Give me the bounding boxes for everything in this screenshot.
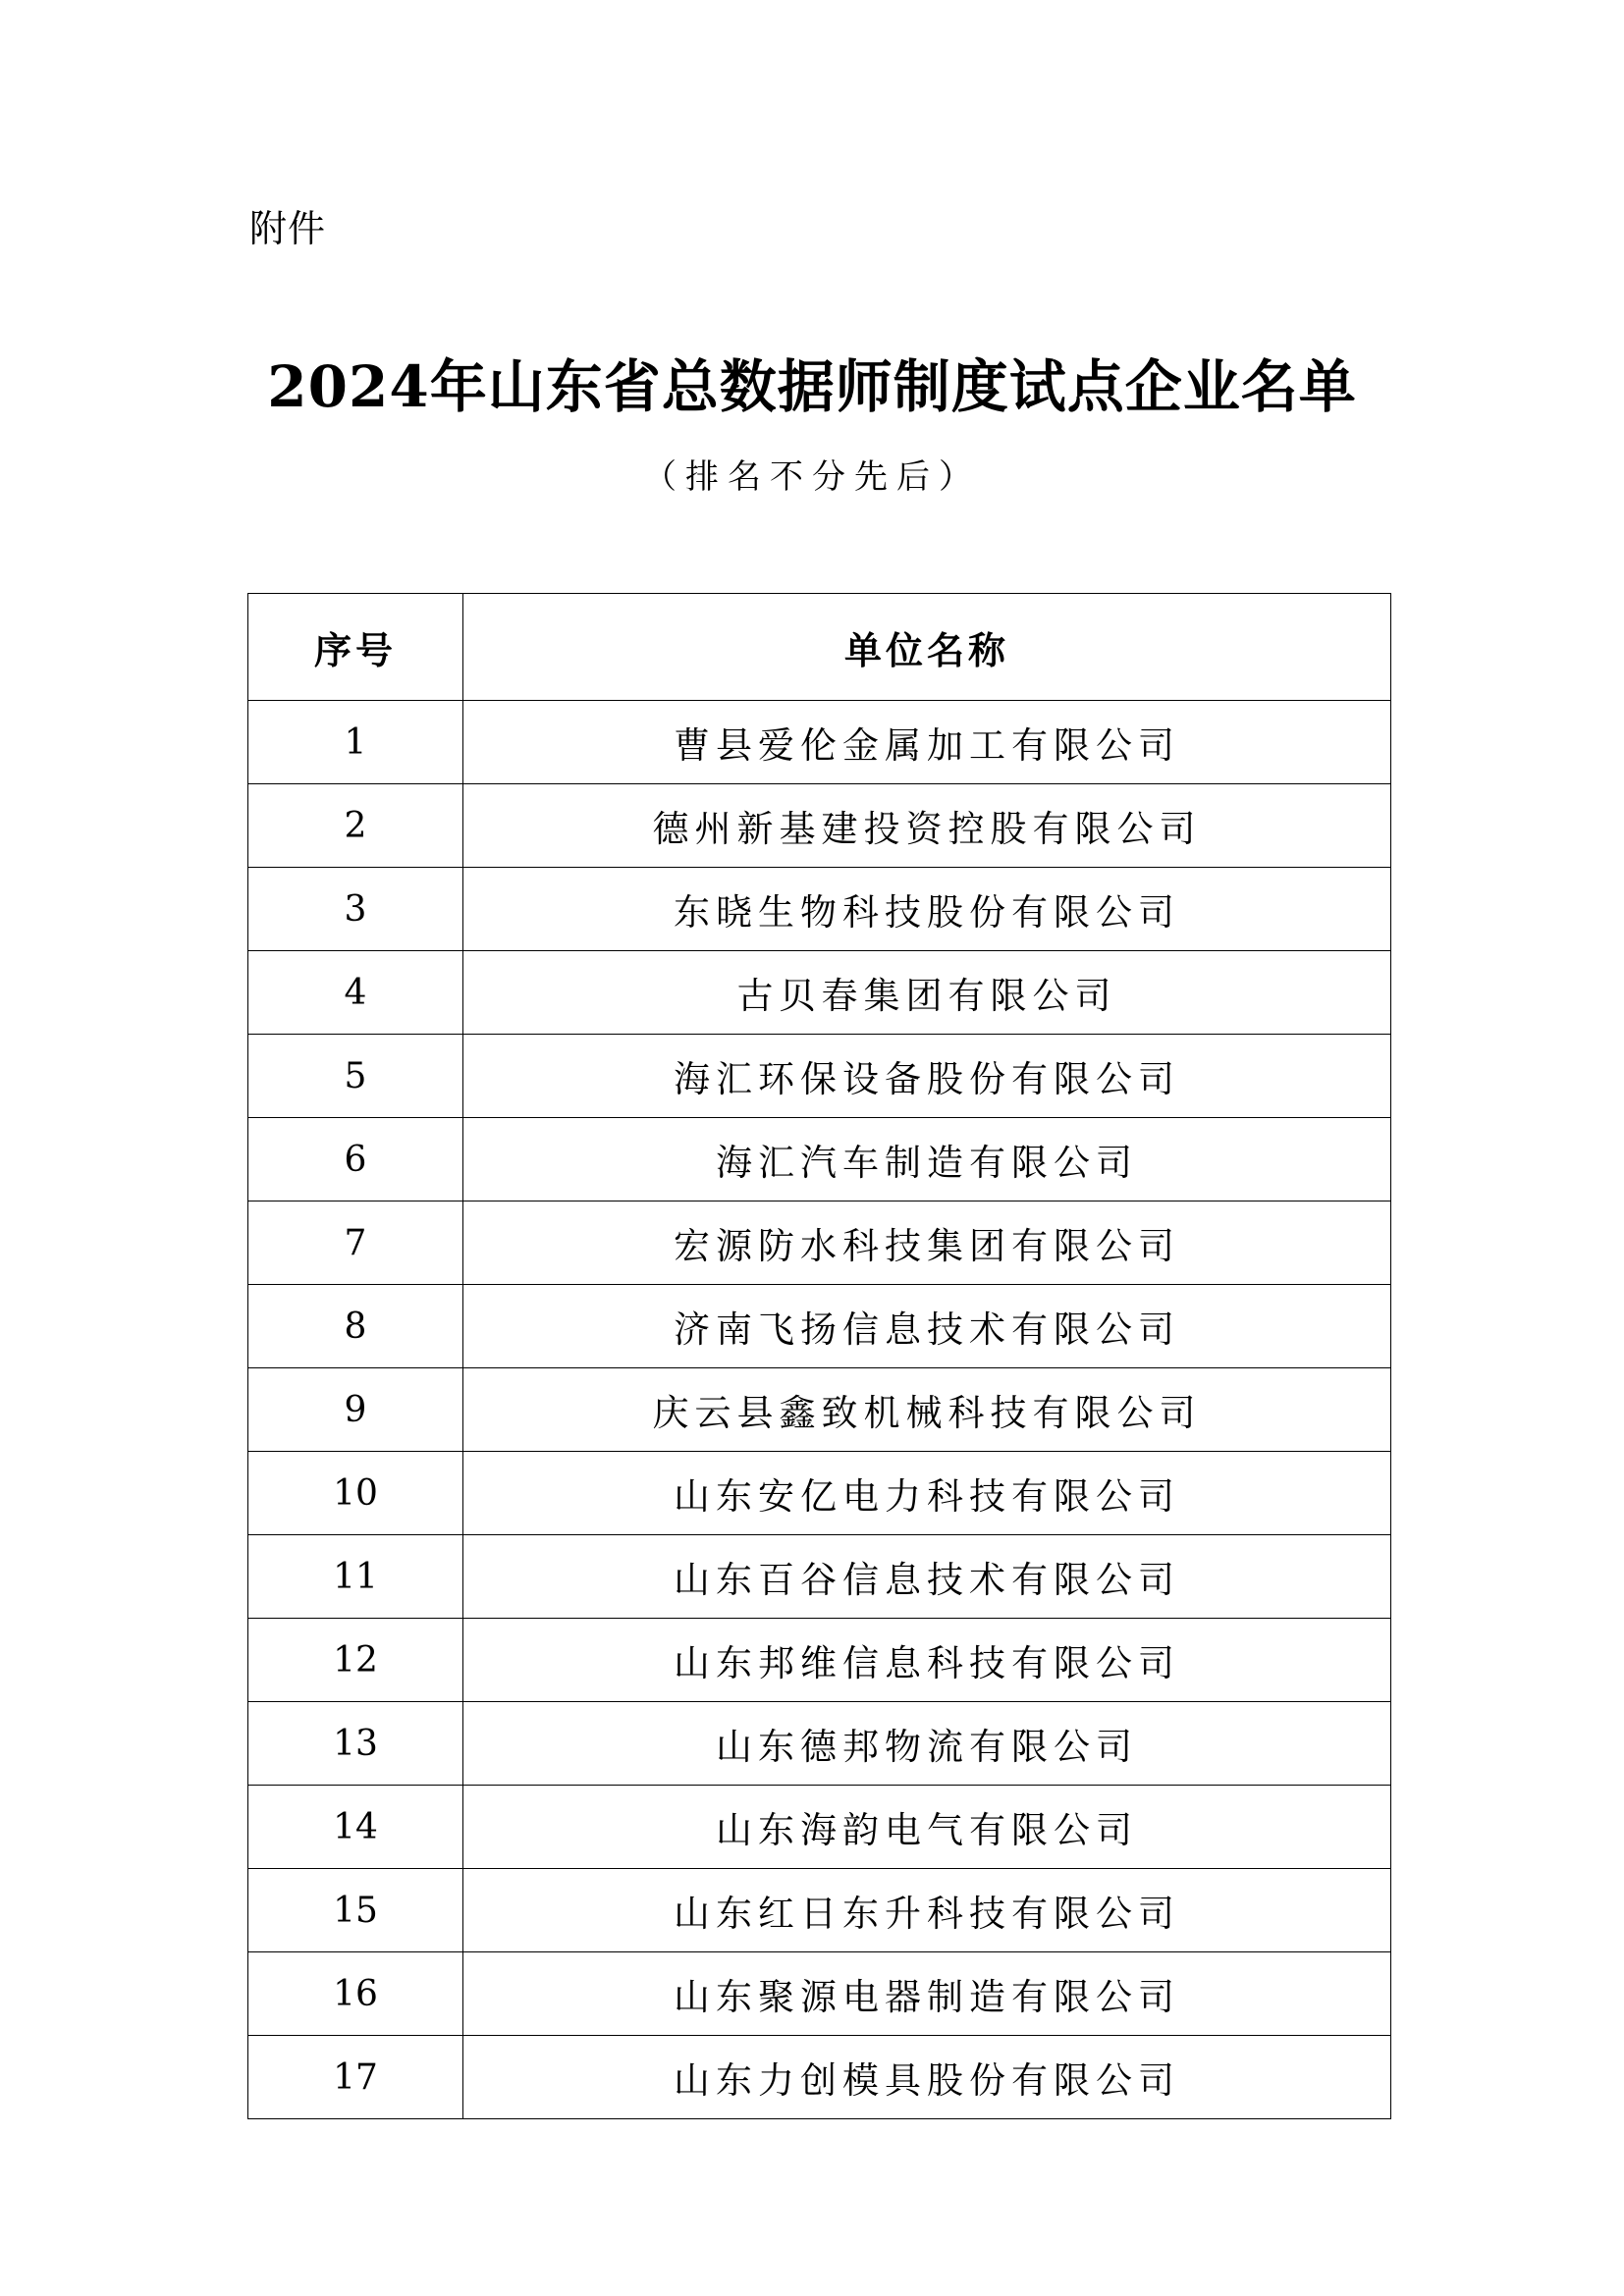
row-index: 4 <box>248 951 463 1035</box>
row-company-name: 德州新基建投资控股有限公司 <box>463 784 1391 868</box>
row-company-name: 山东百谷信息技术有限公司 <box>463 1535 1391 1619</box>
row-index: 13 <box>248 1702 463 1786</box>
row-company-name: 山东海韵电气有限公司 <box>463 1786 1391 1869</box>
table-row <box>248 951 1391 1035</box>
row-index: 11 <box>248 1535 463 1619</box>
row-company-name: 庆云县鑫致机械科技有限公司 <box>463 1368 1391 1452</box>
row-index: 6 <box>248 1118 463 1201</box>
row-index: 14 <box>248 1786 463 1869</box>
table-row <box>248 1952 1391 2036</box>
row-company-name: 海汇汽车制造有限公司 <box>463 1118 1391 1201</box>
row-index: 3 <box>248 868 463 951</box>
table-row <box>248 1786 1391 1869</box>
row-company-name: 古贝春集团有限公司 <box>463 951 1391 1035</box>
table-row <box>248 868 1391 951</box>
row-company-name: 山东德邦物流有限公司 <box>463 1702 1391 1786</box>
row-company-name: 山东邦维信息科技有限公司 <box>463 1619 1391 1702</box>
document-subtitle: （排名不分先后） <box>643 457 981 497</box>
document-title: 2024年山东省总数据师制度试点企业名单 <box>267 353 1357 420</box>
table-row <box>248 2036 1391 2119</box>
row-company-name: 济南飞扬信息技术有限公司 <box>463 1285 1391 1368</box>
row-company-name: 东晓生物科技股份有限公司 <box>463 868 1391 951</box>
table-row <box>248 1452 1391 1535</box>
table-row <box>248 1035 1391 1118</box>
table-row <box>248 1535 1391 1619</box>
header-index: 序号 <box>248 594 463 701</box>
row-company-name: 山东红日东升科技有限公司 <box>463 1869 1391 1952</box>
attachment-label: 附件 <box>249 207 327 250</box>
company-table <box>247 593 1391 2119</box>
row-index: 1 <box>248 701 463 784</box>
row-company-name: 宏源防水科技集团有限公司 <box>463 1201 1391 1285</box>
row-company-name: 山东安亿电力科技有限公司 <box>463 1452 1391 1535</box>
row-index: 17 <box>248 2036 463 2119</box>
row-index: 7 <box>248 1201 463 1285</box>
row-index: 8 <box>248 1285 463 1368</box>
header-company-name: 单位名称 <box>463 594 1391 701</box>
row-company-name: 山东聚源电器制造有限公司 <box>463 1952 1391 2036</box>
table-row <box>248 1285 1391 1368</box>
row-company-name: 曹县爱伦金属加工有限公司 <box>463 701 1391 784</box>
row-index: 2 <box>248 784 463 868</box>
table-row <box>248 1118 1391 1201</box>
table-header <box>248 594 1391 701</box>
header-row <box>248 594 1391 701</box>
table-row <box>248 1869 1391 1952</box>
row-index: 10 <box>248 1452 463 1535</box>
table-row <box>248 1201 1391 1285</box>
table-row <box>248 1619 1391 1702</box>
table-row <box>248 1368 1391 1452</box>
row-index: 15 <box>248 1869 463 1952</box>
table-body <box>248 701 1391 2119</box>
row-index: 5 <box>248 1035 463 1118</box>
row-index: 16 <box>248 1952 463 2036</box>
row-company-name: 海汇环保设备股份有限公司 <box>463 1035 1391 1118</box>
row-company-name: 山东力创模具股份有限公司 <box>463 2036 1391 2119</box>
row-index: 9 <box>248 1368 463 1452</box>
table-row <box>248 1702 1391 1786</box>
table-row <box>248 701 1391 784</box>
row-index: 12 <box>248 1619 463 1702</box>
table-row <box>248 784 1391 868</box>
